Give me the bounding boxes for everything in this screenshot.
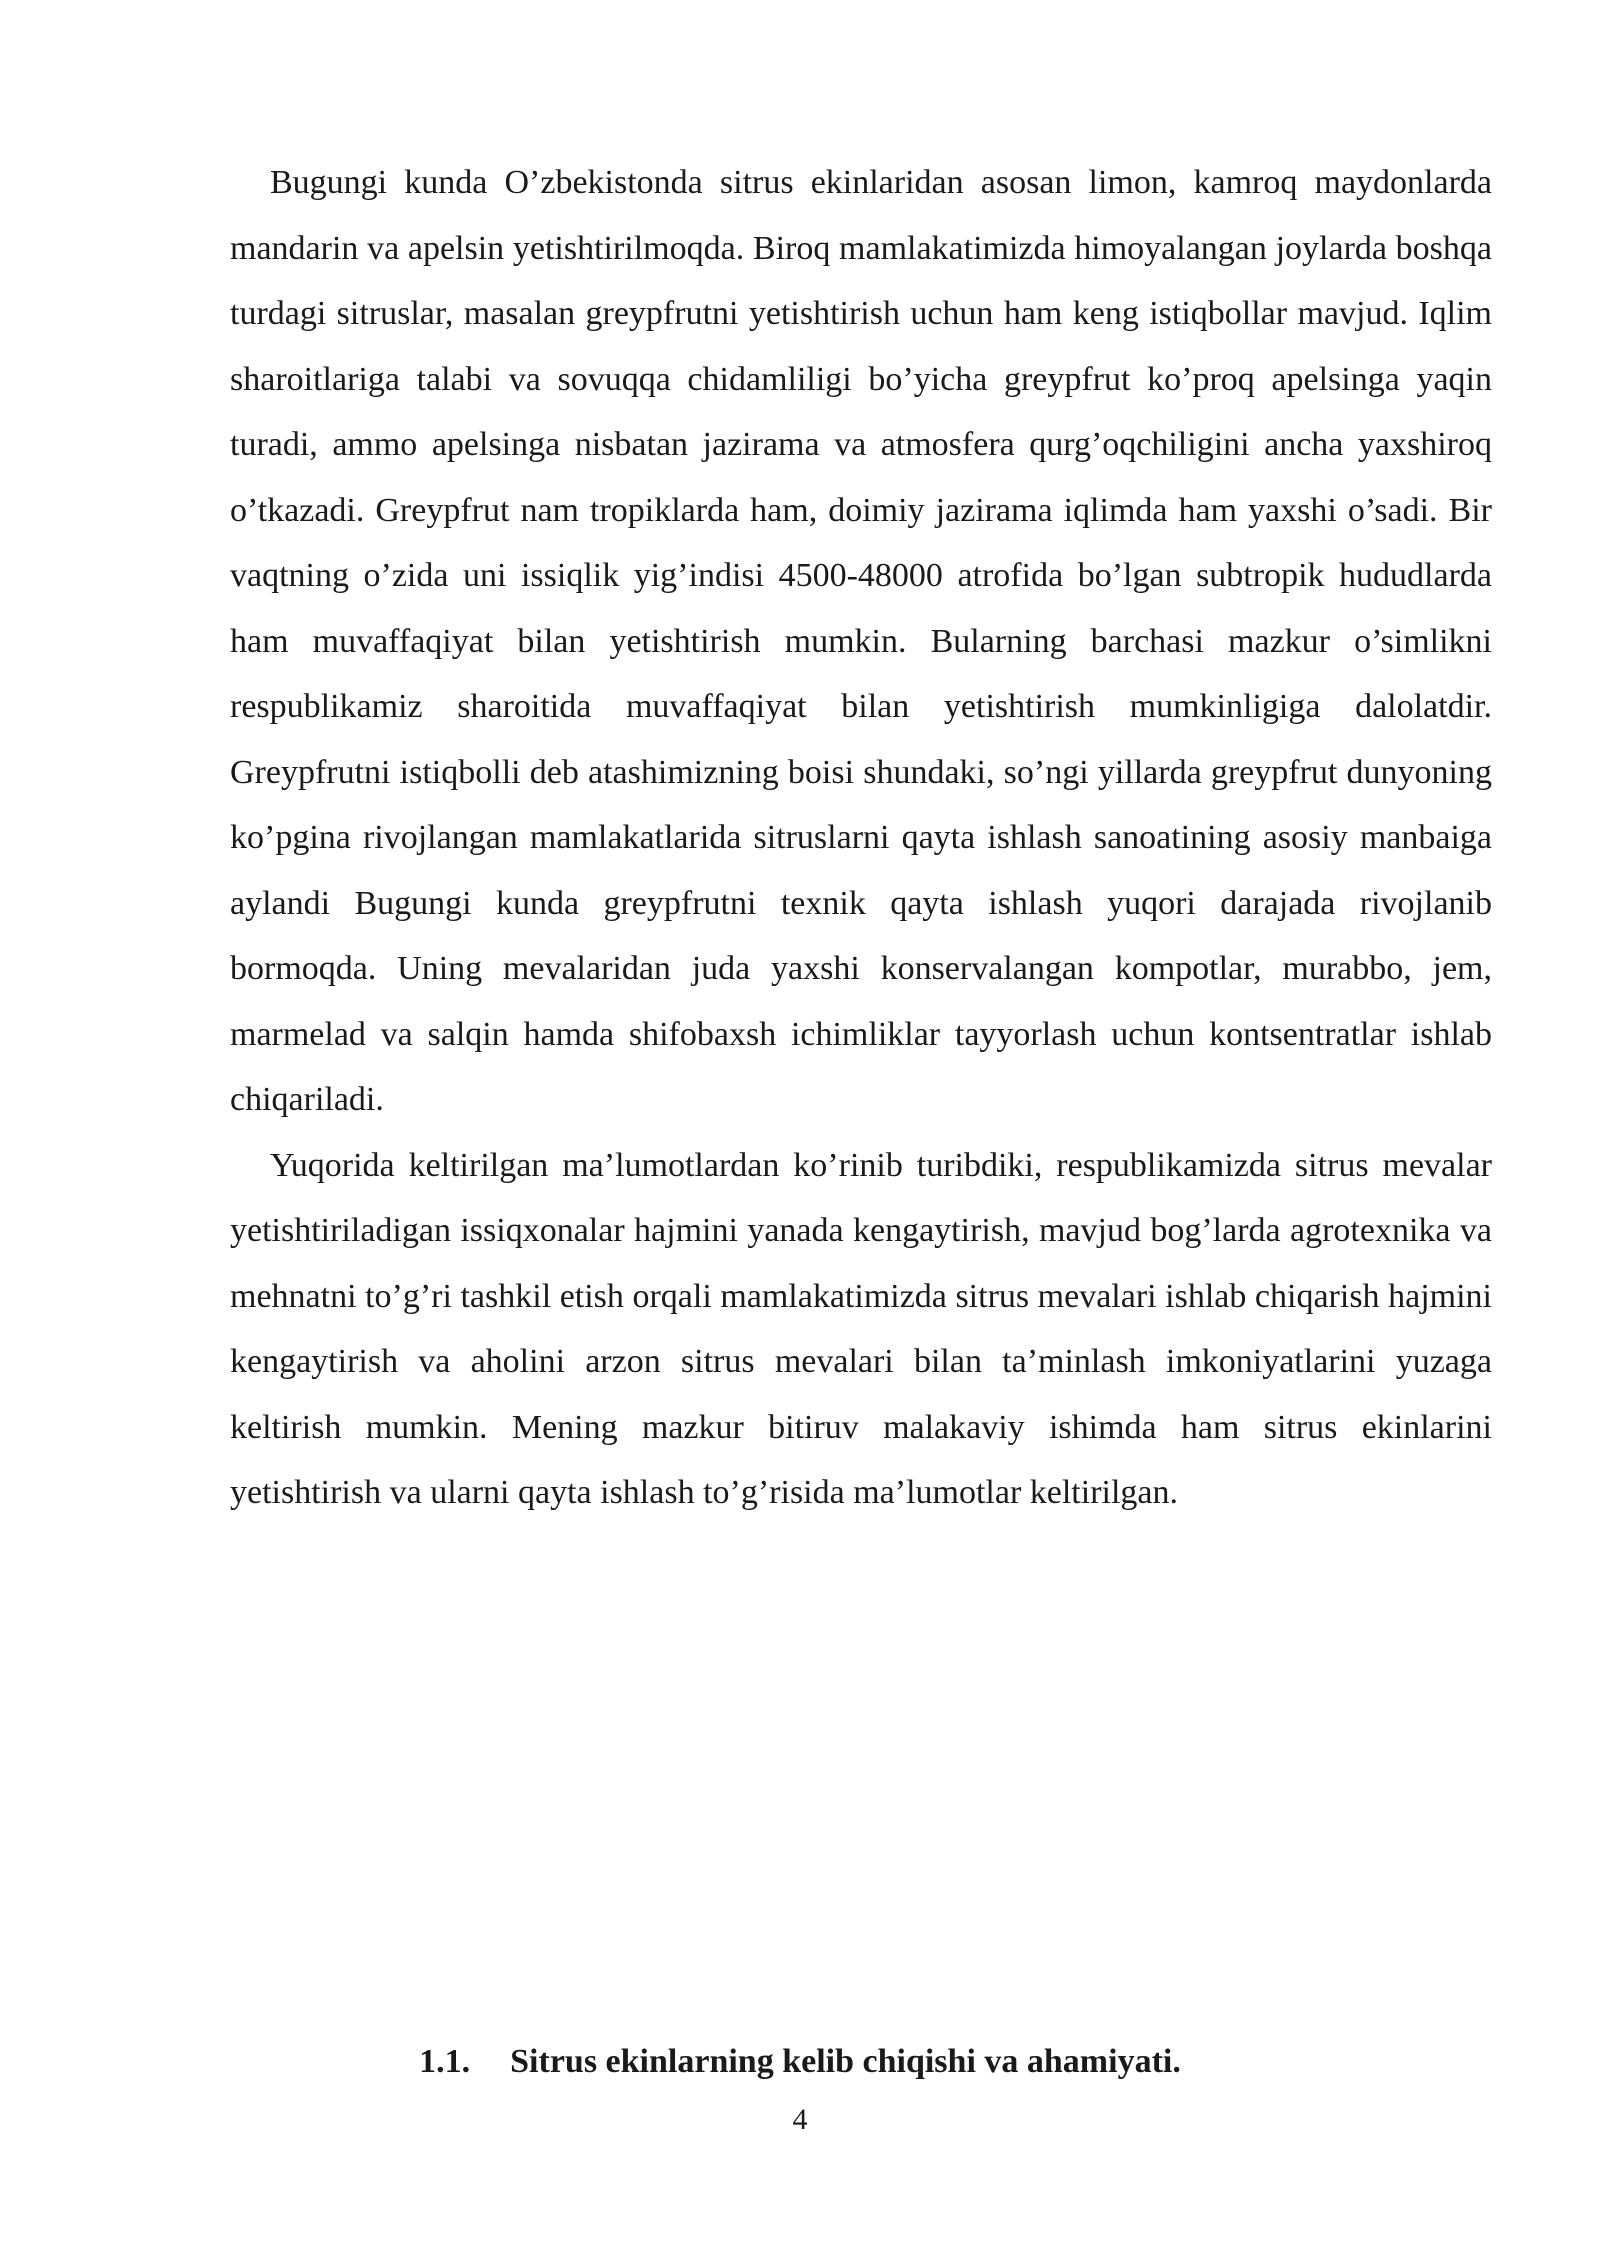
section-heading xyxy=(0,2040,1600,2084)
paragraph-1: Bugungi kunda O’zbekistonda sitrus ekinlaridan asosan limon, kamroq maydonlarda mandarin va apelsin yetishtirilmoqda. Biroq mamlakatimizda himoyalangan joylarda boshqa turdagi sitruslar, masalan greypfrutni yetishtirish uchun ham keng istiqbollar mavjud. Iqlim sharoitlariga talabi va sovuqqa chidamliligi bo’yicha greypfrut ko’proq apelsinga yaqin turadi, ammo apelsinga nisbatan jazirama va atmosfera qurg’oqchiligini ancha yaxshiroq o’tkazadi. Greypfrut nam tropiklarda ham, doimiy jazirama iqlimda ham yaxshi o’sadi. Bir vaqtning o’zida uni issiqlik yig’indisi 4500-48000 atrofida bo’lgan subtropik hududlarda ham muvaffaqiyat bilan yetishtirish mumkin. Bularning barchasi mazkur o’simlikni respublikamiz sharoitida muvaffaqiyat bilan yetishtirish mumkinligiga dalolatdir. Greypfrutni istiqbolli deb atashimizning boisi shundaki, so’ngi yillarda greypfrut dunyoning ko’pgina rivojlangan mamlakatlarida sitruslarni qayta ishlash sanoatining asosiy manbaiga aylandi Bugungi kunda greypfrutni texnik qayta ishlash yuqori darajada rivojlanib bormoqda. Uning mevalaridan juda yaxshi konservalangan kompotlar, murabbo, jem, marmelad va salqin hamda shifobaxsh ichimliklar tayyorlash uchun kontsentratlar ishlab chiqariladi. xyxy=(230,164,1492,1118)
paragraph-2: Yuqorida keltirilgan ma’lumotlardan ko’rinib turibdiki, respublikamizda sitrus mevalar yetishtiriladigan issiqxonalar hajmini yanada kengaytirish, mavjud bog’larda agrotexnika va mehnatni to’g’ri tashkil etish orqali mamlakatimizda sitrus mevalari ishlab chiqarish hajmini kengaytirish va aholini arzon sitrus mevalari bilan ta’minlash imkoniyatlarini yuzaga keltirish mumkin. Mening mazkur bitiruv malakaviy ishimda ham sitrus ekinlarini yetishtirish va ularni qayta ishlash to’g’risida ma’lumotlar keltirilgan. xyxy=(230,1146,1492,1511)
body-text xyxy=(230,150,1492,1526)
section-number: 1.1. xyxy=(419,2043,471,2080)
page-number: 4 xyxy=(792,2103,808,2136)
section-title: Sitrus ekinlarning kelib chiqishi va ahamiyati. xyxy=(510,2043,1181,2080)
